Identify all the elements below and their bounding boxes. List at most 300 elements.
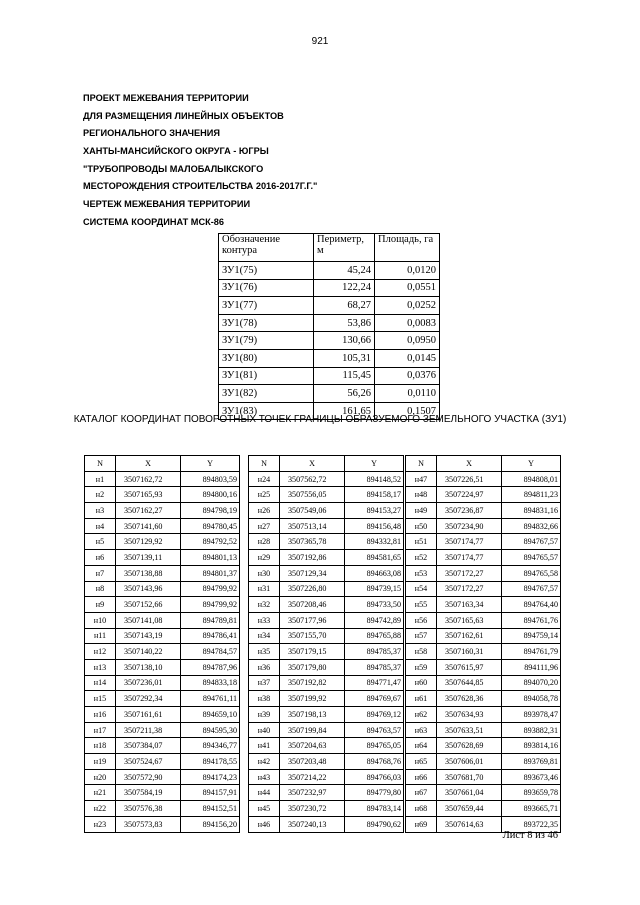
header-area: Площадь, га <box>375 234 440 262</box>
y-coordinate: 894792,52 <box>181 534 240 550</box>
y-coordinate: 894784,57 <box>181 644 240 660</box>
x-coordinate: 3507634,93 <box>437 707 502 723</box>
coordinate-row <box>249 518 404 534</box>
heading-line: РЕГИОНАЛЬНОГО ЗНАЧЕНИЯ <box>83 128 220 139</box>
x-coordinate: 3507160,31 <box>437 644 502 660</box>
point-id: н10 <box>85 612 116 628</box>
y-coordinate: 894058,78 <box>502 691 561 707</box>
point-id: н60 <box>406 675 437 691</box>
point-id: н52 <box>406 550 437 566</box>
coordinate-row <box>249 754 404 770</box>
point-id: н7 <box>85 565 116 581</box>
y-coordinate: 894659,10 <box>181 707 240 723</box>
area-table-body <box>219 262 440 420</box>
point-id: н19 <box>85 754 116 770</box>
coordinate-row <box>406 644 561 660</box>
coordinate-table-header-row <box>85 456 240 472</box>
area-value: 0,0120 <box>375 262 440 280</box>
point-id: н18 <box>85 738 116 754</box>
point-id: н21 <box>85 785 116 801</box>
x-coordinate: 3507633,51 <box>437 722 502 738</box>
contour-label: ЗУ1(82) <box>219 385 314 403</box>
x-coordinate: 3507138,88 <box>116 565 181 581</box>
coordinate-row <box>85 597 240 613</box>
coordinate-row <box>85 722 240 738</box>
point-id: н39 <box>249 707 280 723</box>
coordinate-row <box>249 565 404 581</box>
point-id: н28 <box>249 534 280 550</box>
point-id: н41 <box>249 738 280 754</box>
y-coordinate: 894833,18 <box>181 675 240 691</box>
coordinate-row <box>85 659 240 675</box>
coordinate-row <box>406 691 561 707</box>
coordinate-row <box>85 801 240 817</box>
point-id: н67 <box>406 785 437 801</box>
y-coordinate: 894769,67 <box>345 691 404 707</box>
x-coordinate: 3507163,34 <box>437 597 502 613</box>
coordinate-row <box>249 644 404 660</box>
y-coordinate: 894174,23 <box>181 769 240 785</box>
coordinate-row <box>406 754 561 770</box>
coordinate-row <box>85 565 240 581</box>
x-coordinate: 3507165,93 <box>116 487 181 503</box>
point-id: н15 <box>85 691 116 707</box>
point-id: н61 <box>406 691 437 707</box>
coordinate-row <box>406 675 561 691</box>
point-id: н33 <box>249 612 280 628</box>
y-coordinate: 894808,01 <box>502 471 561 487</box>
point-id: н47 <box>406 471 437 487</box>
point-id: н65 <box>406 754 437 770</box>
contour-label: ЗУ1(77) <box>219 297 314 315</box>
point-id: н8 <box>85 581 116 597</box>
coordinate-table-body <box>85 471 240 832</box>
point-id: н48 <box>406 487 437 503</box>
point-id: н24 <box>249 471 280 487</box>
x-coordinate: 3507162,61 <box>437 628 502 644</box>
coordinate-row <box>406 471 561 487</box>
y-coordinate: 894156,48 <box>345 518 404 534</box>
point-id: н58 <box>406 644 437 660</box>
y-coordinate: 894148,52 <box>345 471 404 487</box>
catalog-title: КАТАЛОГ КООРДИНАТ ПОВОРОТНЫХ ТОЧЕК ГРАНИЦЫ ОБРАЗУЕМОГО ЗЕМЕЛЬНОГО УЧАСТКА (ЗУ1) <box>73 414 567 425</box>
y-coordinate: 894780,45 <box>181 518 240 534</box>
point-id: н42 <box>249 754 280 770</box>
y-coordinate: 894764,40 <box>502 597 561 613</box>
coordinate-table-header-row <box>406 456 561 472</box>
area-value: 0,0252 <box>375 297 440 315</box>
x-coordinate: 3507556,05 <box>280 487 345 503</box>
point-id: н34 <box>249 628 280 644</box>
y-coordinate: 893882,31 <box>502 722 561 738</box>
y-coordinate: 894789,81 <box>181 612 240 628</box>
x-coordinate: 3507143,96 <box>116 581 181 597</box>
point-id: н25 <box>249 487 280 503</box>
point-id: н43 <box>249 769 280 785</box>
y-coordinate: 894346,77 <box>181 738 240 754</box>
area-table-row <box>219 385 440 403</box>
area-value: 0,0376 <box>375 367 440 385</box>
point-id: н45 <box>249 801 280 817</box>
coordinate-row <box>406 503 561 519</box>
y-coordinate: 893814,16 <box>502 738 561 754</box>
coordinate-row <box>85 518 240 534</box>
y-coordinate: 894800,16 <box>181 487 240 503</box>
coordinate-row <box>249 503 404 519</box>
y-coordinate: 894332,81 <box>345 534 404 550</box>
heading-line: МЕСТОРОЖДЕНИЯ СТРОИТЕЛЬСТВА 2016-2017Г.Г." <box>83 181 318 192</box>
coordinate-row <box>249 581 404 597</box>
coordinate-row <box>85 534 240 550</box>
x-coordinate: 3507234,90 <box>437 518 502 534</box>
y-coordinate: 894790,62 <box>345 816 404 832</box>
coordinate-row <box>406 612 561 628</box>
x-coordinate: 3507199,84 <box>280 722 345 738</box>
coordinate-row <box>85 628 240 644</box>
y-coordinate: 894799,92 <box>181 581 240 597</box>
y-coordinate: 894581,65 <box>345 550 404 566</box>
area-value: 0,0083 <box>375 314 440 332</box>
point-id: н50 <box>406 518 437 534</box>
x-coordinate: 3507165,63 <box>437 612 502 628</box>
coordinate-row <box>85 644 240 660</box>
coordinate-row <box>249 801 404 817</box>
x-coordinate: 3507138,10 <box>116 659 181 675</box>
x-coordinate: 3507203,48 <box>280 754 345 770</box>
header-x: X <box>437 456 502 472</box>
point-id: н66 <box>406 769 437 785</box>
header-x: X <box>116 456 181 472</box>
x-coordinate: 3507161,61 <box>116 707 181 723</box>
x-coordinate: 3507232,97 <box>280 785 345 801</box>
point-id: н16 <box>85 707 116 723</box>
x-coordinate: 3507513,14 <box>280 518 345 534</box>
contour-label: ЗУ1(75) <box>219 262 314 280</box>
header-y: Y <box>345 456 404 472</box>
contour-label: ЗУ1(80) <box>219 349 314 367</box>
x-coordinate: 3507628,36 <box>437 691 502 707</box>
header-perimeter: Периметр, м <box>314 234 375 262</box>
point-id: н6 <box>85 550 116 566</box>
contour-label: ЗУ1(83) <box>219 402 314 420</box>
coordinate-row <box>406 518 561 534</box>
coordinate-table-header-row <box>249 456 404 472</box>
point-id: н17 <box>85 722 116 738</box>
point-id: н59 <box>406 659 437 675</box>
y-coordinate: 893673,46 <box>502 769 561 785</box>
coordinate-row <box>406 628 561 644</box>
x-coordinate: 3507681,70 <box>437 769 502 785</box>
coordinate-row <box>249 707 404 723</box>
x-coordinate: 3507174,77 <box>437 534 502 550</box>
y-coordinate: 894801,37 <box>181 565 240 581</box>
point-id: н1 <box>85 471 116 487</box>
coordinate-row <box>85 769 240 785</box>
x-coordinate: 3507204,63 <box>280 738 345 754</box>
y-coordinate: 894742,89 <box>345 612 404 628</box>
page-number: 921 <box>311 36 329 47</box>
point-id: н30 <box>249 565 280 581</box>
x-coordinate: 3507562,72 <box>280 471 345 487</box>
perimeter-value: 45,24 <box>314 262 375 280</box>
point-id: н29 <box>249 550 280 566</box>
contour-label: ЗУ1(81) <box>219 367 314 385</box>
coordinate-row <box>249 785 404 801</box>
y-coordinate: 894595,30 <box>181 722 240 738</box>
x-coordinate: 3507365,78 <box>280 534 345 550</box>
point-id: н4 <box>85 518 116 534</box>
coordinate-row <box>406 738 561 754</box>
x-coordinate: 3507141,60 <box>116 518 181 534</box>
y-coordinate: 894761,11 <box>181 691 240 707</box>
point-id: н26 <box>249 503 280 519</box>
area-table-row <box>219 349 440 367</box>
point-id: н68 <box>406 801 437 817</box>
point-id: н51 <box>406 534 437 550</box>
point-id: н3 <box>85 503 116 519</box>
y-coordinate: 894763,57 <box>345 722 404 738</box>
y-coordinate: 893978,47 <box>502 707 561 723</box>
y-coordinate: 894761,76 <box>502 612 561 628</box>
contour-label: ЗУ1(79) <box>219 332 314 350</box>
coordinate-row <box>406 785 561 801</box>
y-coordinate: 894799,92 <box>181 597 240 613</box>
coordinate-row <box>249 722 404 738</box>
point-id: н62 <box>406 707 437 723</box>
document-heading <box>83 90 317 232</box>
y-coordinate: 894767,57 <box>502 534 561 550</box>
y-coordinate: 894832,66 <box>502 518 561 534</box>
area-value: 0,0950 <box>375 332 440 350</box>
y-coordinate: 894831,16 <box>502 503 561 519</box>
point-id: н14 <box>85 675 116 691</box>
coordinate-row <box>406 707 561 723</box>
x-coordinate: 3507576,38 <box>116 801 181 817</box>
x-coordinate: 3507236,87 <box>437 503 502 519</box>
coordinate-row <box>249 738 404 754</box>
x-coordinate: 3507524,67 <box>116 754 181 770</box>
point-id: н38 <box>249 691 280 707</box>
x-coordinate: 3507211,38 <box>116 722 181 738</box>
point-id: н49 <box>406 503 437 519</box>
coordinate-row <box>85 487 240 503</box>
area-table-row <box>219 262 440 280</box>
point-id: н53 <box>406 565 437 581</box>
heading-line: "ТРУБОПРОВОДЫ МАЛОБАЛЫКСКОГО <box>83 163 264 174</box>
y-coordinate: 894785,37 <box>345 659 404 675</box>
area-table <box>218 233 440 420</box>
coordinate-row <box>85 550 240 566</box>
y-coordinate: 893722,35 <box>502 816 561 832</box>
x-coordinate: 3507162,27 <box>116 503 181 519</box>
x-coordinate: 3507140,22 <box>116 644 181 660</box>
y-coordinate: 894779,80 <box>345 785 404 801</box>
area-value: 0,0110 <box>375 385 440 403</box>
x-coordinate: 3507139,11 <box>116 550 181 566</box>
heading-line: ХАНТЫ-МАНСИЙСКОГО ОКРУГА - ЮГРЫ <box>83 146 269 157</box>
coordinate-row <box>85 675 240 691</box>
coordinate-row <box>249 816 404 832</box>
y-coordinate: 894765,57 <box>502 550 561 566</box>
x-coordinate: 3507236,01 <box>116 675 181 691</box>
coordinate-row <box>249 534 404 550</box>
coordinate-row <box>406 801 561 817</box>
coordinate-row <box>85 503 240 519</box>
y-coordinate: 894798,19 <box>181 503 240 519</box>
y-coordinate: 894783,14 <box>345 801 404 817</box>
x-coordinate: 3507549,06 <box>280 503 345 519</box>
x-coordinate: 3507172,27 <box>437 581 502 597</box>
coordinate-table-body <box>406 471 561 832</box>
area-value: 0,0145 <box>375 349 440 367</box>
x-coordinate: 3507292,34 <box>116 691 181 707</box>
header-y: Y <box>502 456 561 472</box>
y-coordinate: 894157,91 <box>181 785 240 801</box>
coordinate-row <box>85 707 240 723</box>
x-coordinate: 3507614,63 <box>437 816 502 832</box>
coordinate-row <box>406 769 561 785</box>
point-id: н46 <box>249 816 280 832</box>
area-value: 0,1507 <box>375 402 440 420</box>
area-value: 0,0551 <box>375 279 440 297</box>
contour-label: ЗУ1(76) <box>219 279 314 297</box>
x-coordinate: 3507661,04 <box>437 785 502 801</box>
x-coordinate: 3507199,92 <box>280 691 345 707</box>
y-coordinate: 894761,79 <box>502 644 561 660</box>
x-coordinate: 3507573,83 <box>116 816 181 832</box>
x-coordinate: 3507129,92 <box>116 534 181 550</box>
point-id: н11 <box>85 628 116 644</box>
x-coordinate: 3507226,80 <box>280 581 345 597</box>
coordinate-row <box>249 675 404 691</box>
x-coordinate: 3507584,19 <box>116 785 181 801</box>
point-id: н27 <box>249 518 280 534</box>
point-id: н13 <box>85 659 116 675</box>
x-coordinate: 3507172,27 <box>437 565 502 581</box>
area-table-header-row <box>219 234 440 262</box>
point-id: н69 <box>406 816 437 832</box>
x-coordinate: 3507606,01 <box>437 754 502 770</box>
perimeter-value: 56,26 <box>314 385 375 403</box>
point-id: н9 <box>85 597 116 613</box>
x-coordinate: 3507214,22 <box>280 769 345 785</box>
coordinate-row <box>406 597 561 613</box>
y-coordinate: 894663,08 <box>345 565 404 581</box>
y-coordinate: 894803,59 <box>181 471 240 487</box>
header-n: N <box>85 456 116 472</box>
y-coordinate: 894786,41 <box>181 628 240 644</box>
point-id: н22 <box>85 801 116 817</box>
point-id: н54 <box>406 581 437 597</box>
y-coordinate: 894111,96 <box>502 659 561 675</box>
x-coordinate: 3507129,34 <box>280 565 345 581</box>
contour-label: ЗУ1(78) <box>219 314 314 332</box>
y-coordinate: 894759,14 <box>502 628 561 644</box>
perimeter-value: 130,66 <box>314 332 375 350</box>
point-id: н37 <box>249 675 280 691</box>
coordinate-row <box>85 816 240 832</box>
point-id: н20 <box>85 769 116 785</box>
y-coordinate: 894156,20 <box>181 816 240 832</box>
coordinate-row <box>85 754 240 770</box>
coordinate-row <box>85 691 240 707</box>
y-coordinate: 894801,13 <box>181 550 240 566</box>
point-id: н57 <box>406 628 437 644</box>
coordinate-row <box>85 612 240 628</box>
point-id: н32 <box>249 597 280 613</box>
header-n: N <box>406 456 437 472</box>
y-coordinate: 893769,81 <box>502 754 561 770</box>
x-coordinate: 3507192,82 <box>280 675 345 691</box>
y-coordinate: 894785,37 <box>345 644 404 660</box>
header-x: X <box>280 456 345 472</box>
sheet-footer: Лист 8 из 46 <box>502 830 558 841</box>
x-coordinate: 3507177,96 <box>280 612 345 628</box>
y-coordinate: 894153,27 <box>345 503 404 519</box>
x-coordinate: 3507179,15 <box>280 644 345 660</box>
point-id: н12 <box>85 644 116 660</box>
coordinate-row <box>249 659 404 675</box>
coordinate-row <box>249 597 404 613</box>
coordinate-row <box>406 550 561 566</box>
coordinate-row <box>249 471 404 487</box>
perimeter-value: 161,65 <box>314 402 375 420</box>
header-y: Y <box>181 456 240 472</box>
x-coordinate: 3507615,97 <box>437 659 502 675</box>
point-id: н31 <box>249 581 280 597</box>
y-coordinate: 894765,05 <box>345 738 404 754</box>
x-coordinate: 3507240,13 <box>280 816 345 832</box>
heading-line: СИСТЕМА КООРДИНАТ МСК-86 <box>83 216 224 227</box>
area-table-row <box>219 297 440 315</box>
y-coordinate: 894787,96 <box>181 659 240 675</box>
x-coordinate: 3507384,07 <box>116 738 181 754</box>
x-coordinate: 3507179,80 <box>280 659 345 675</box>
coordinate-row <box>406 659 561 675</box>
coordinate-table-2 <box>248 455 404 833</box>
x-coordinate: 3507572,90 <box>116 769 181 785</box>
y-coordinate: 893665,71 <box>502 801 561 817</box>
area-table-row <box>219 332 440 350</box>
y-coordinate: 894739,15 <box>345 581 404 597</box>
y-coordinate: 894152,51 <box>181 801 240 817</box>
header-n: N <box>249 456 280 472</box>
heading-line: ПРОЕКТ МЕЖЕВАНИЯ ТЕРРИТОРИИ <box>83 93 249 103</box>
x-coordinate: 3507208,46 <box>280 597 345 613</box>
y-coordinate: 894158,17 <box>345 487 404 503</box>
area-table-row <box>219 367 440 385</box>
perimeter-value: 115,45 <box>314 367 375 385</box>
x-coordinate: 3507644,85 <box>437 675 502 691</box>
x-coordinate: 3507174,77 <box>437 550 502 566</box>
point-id: н23 <box>85 816 116 832</box>
point-id: н55 <box>406 597 437 613</box>
y-coordinate: 894768,76 <box>345 754 404 770</box>
coordinate-row <box>249 769 404 785</box>
perimeter-value: 105,31 <box>314 349 375 367</box>
coordinate-row <box>406 534 561 550</box>
x-coordinate: 3507143,19 <box>116 628 181 644</box>
y-coordinate: 894070,20 <box>502 675 561 691</box>
header-contour: Обозначение контура <box>219 234 314 262</box>
perimeter-value: 68,27 <box>314 297 375 315</box>
heading-line: ЧЕРТЕЖ МЕЖЕВАНИЯ ТЕРРИТОРИИ <box>83 199 251 210</box>
point-id: н36 <box>249 659 280 675</box>
point-id: н5 <box>85 534 116 550</box>
x-coordinate: 3507628,69 <box>437 738 502 754</box>
coordinate-row <box>406 565 561 581</box>
point-id: н63 <box>406 722 437 738</box>
